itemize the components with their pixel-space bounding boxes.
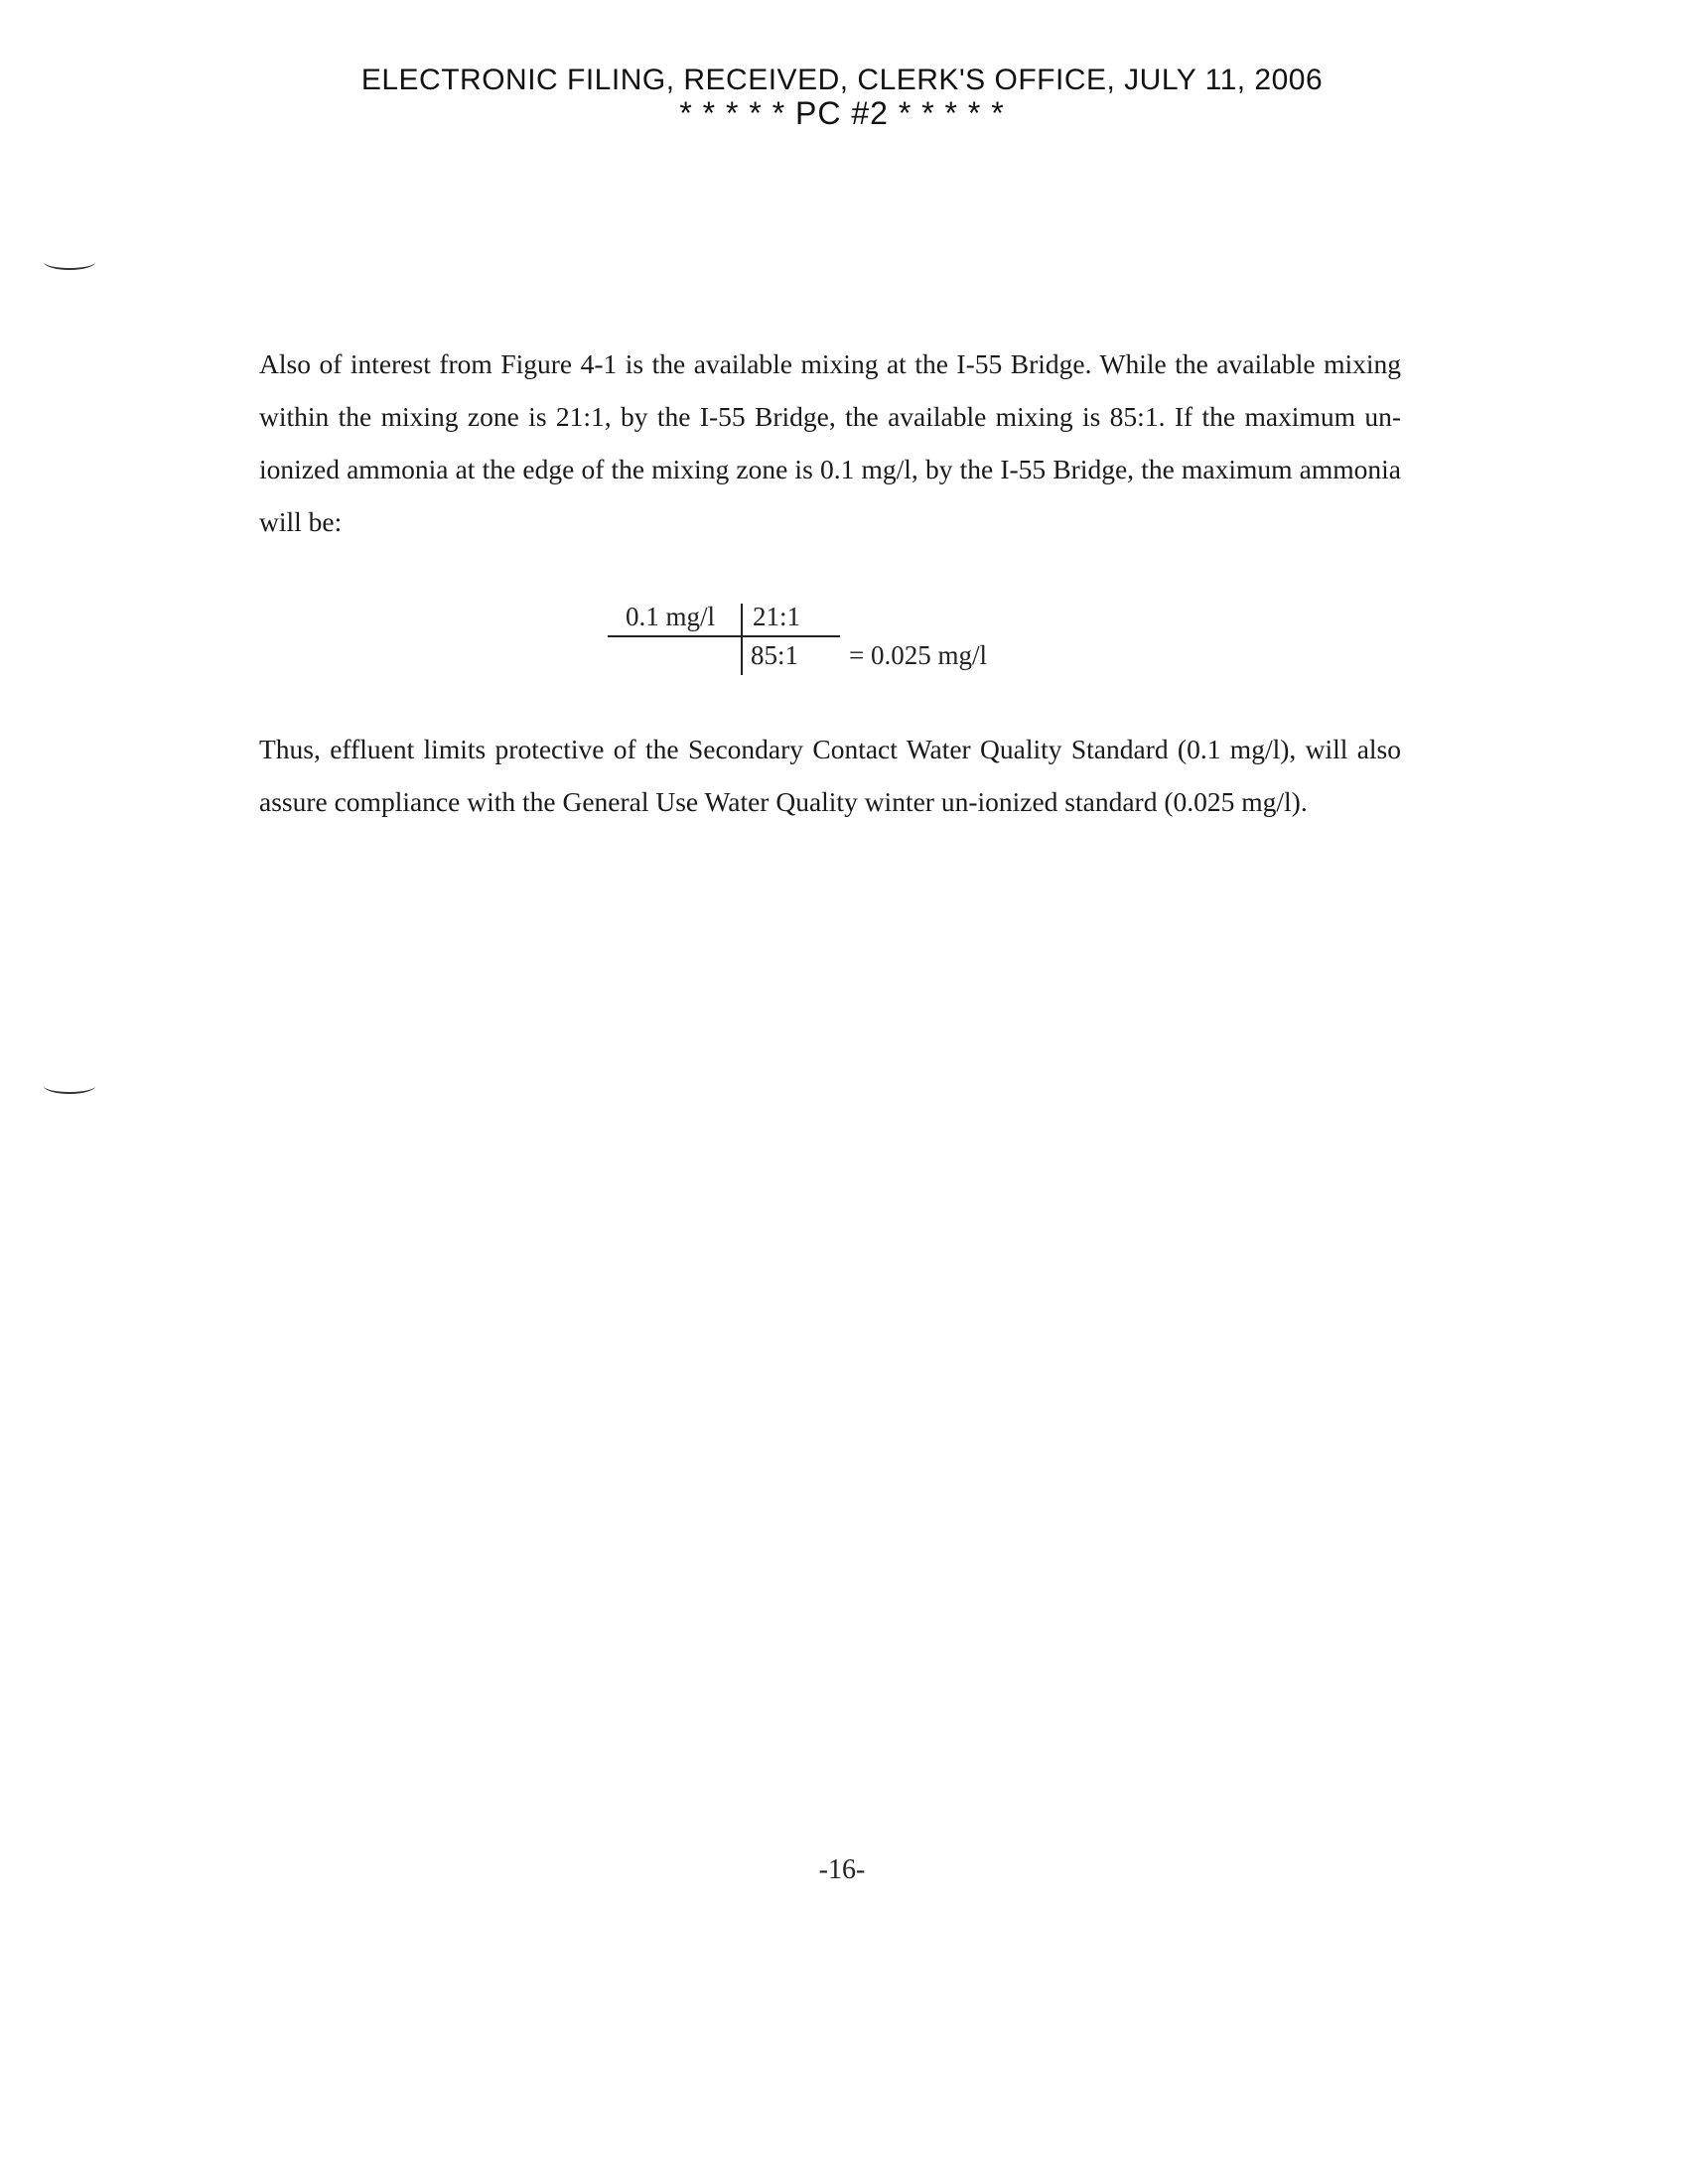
page-number: -16- — [818, 1854, 866, 1885]
formula-result: = 0.025 mg/l — [849, 640, 987, 670]
formula-numerator: 0.1 mg/l — [626, 602, 716, 631]
filing-stamp-line1: ELECTRONIC FILING, RECEIVED, CLERK'S OFFICE, JULY 11, 2006 — [360, 64, 1324, 96]
formula-ratio-bottom: 85:1 — [751, 640, 799, 670]
formula-horizontal-rule — [608, 635, 840, 637]
scan-artifact-mark — [44, 1078, 95, 1094]
formula-ratio-top: 21:1 — [753, 602, 801, 631]
scan-artifact-mark — [44, 254, 95, 270]
paragraph-mixing-intro: Also of interest from Figure 4-1 is the available mixing at the I-55 Bridge. While the available mixing within the mixing zone is 21:1, by the I-55 Bridge, the available mixing is 85:1. If the maximum un-ionized ammonia at the edge of the mixing zone is 0.1 mg/l, by the I-55 Bridge, the maximum ammonia will be: — [259, 348, 1401, 537]
filing-stamp-line2: * * * * * PC #2 * * * * * — [679, 95, 1005, 131]
formula-vertical-rule — [741, 604, 743, 675]
paragraph-conclusion: Thus, effluent limits protective of the Secondary Contact Water Quality Standard (0.1 mg/l), will also assure compliance with the General Use Water Quality winter un-ionized standard (0.025 mg/l). — [259, 734, 1401, 817]
